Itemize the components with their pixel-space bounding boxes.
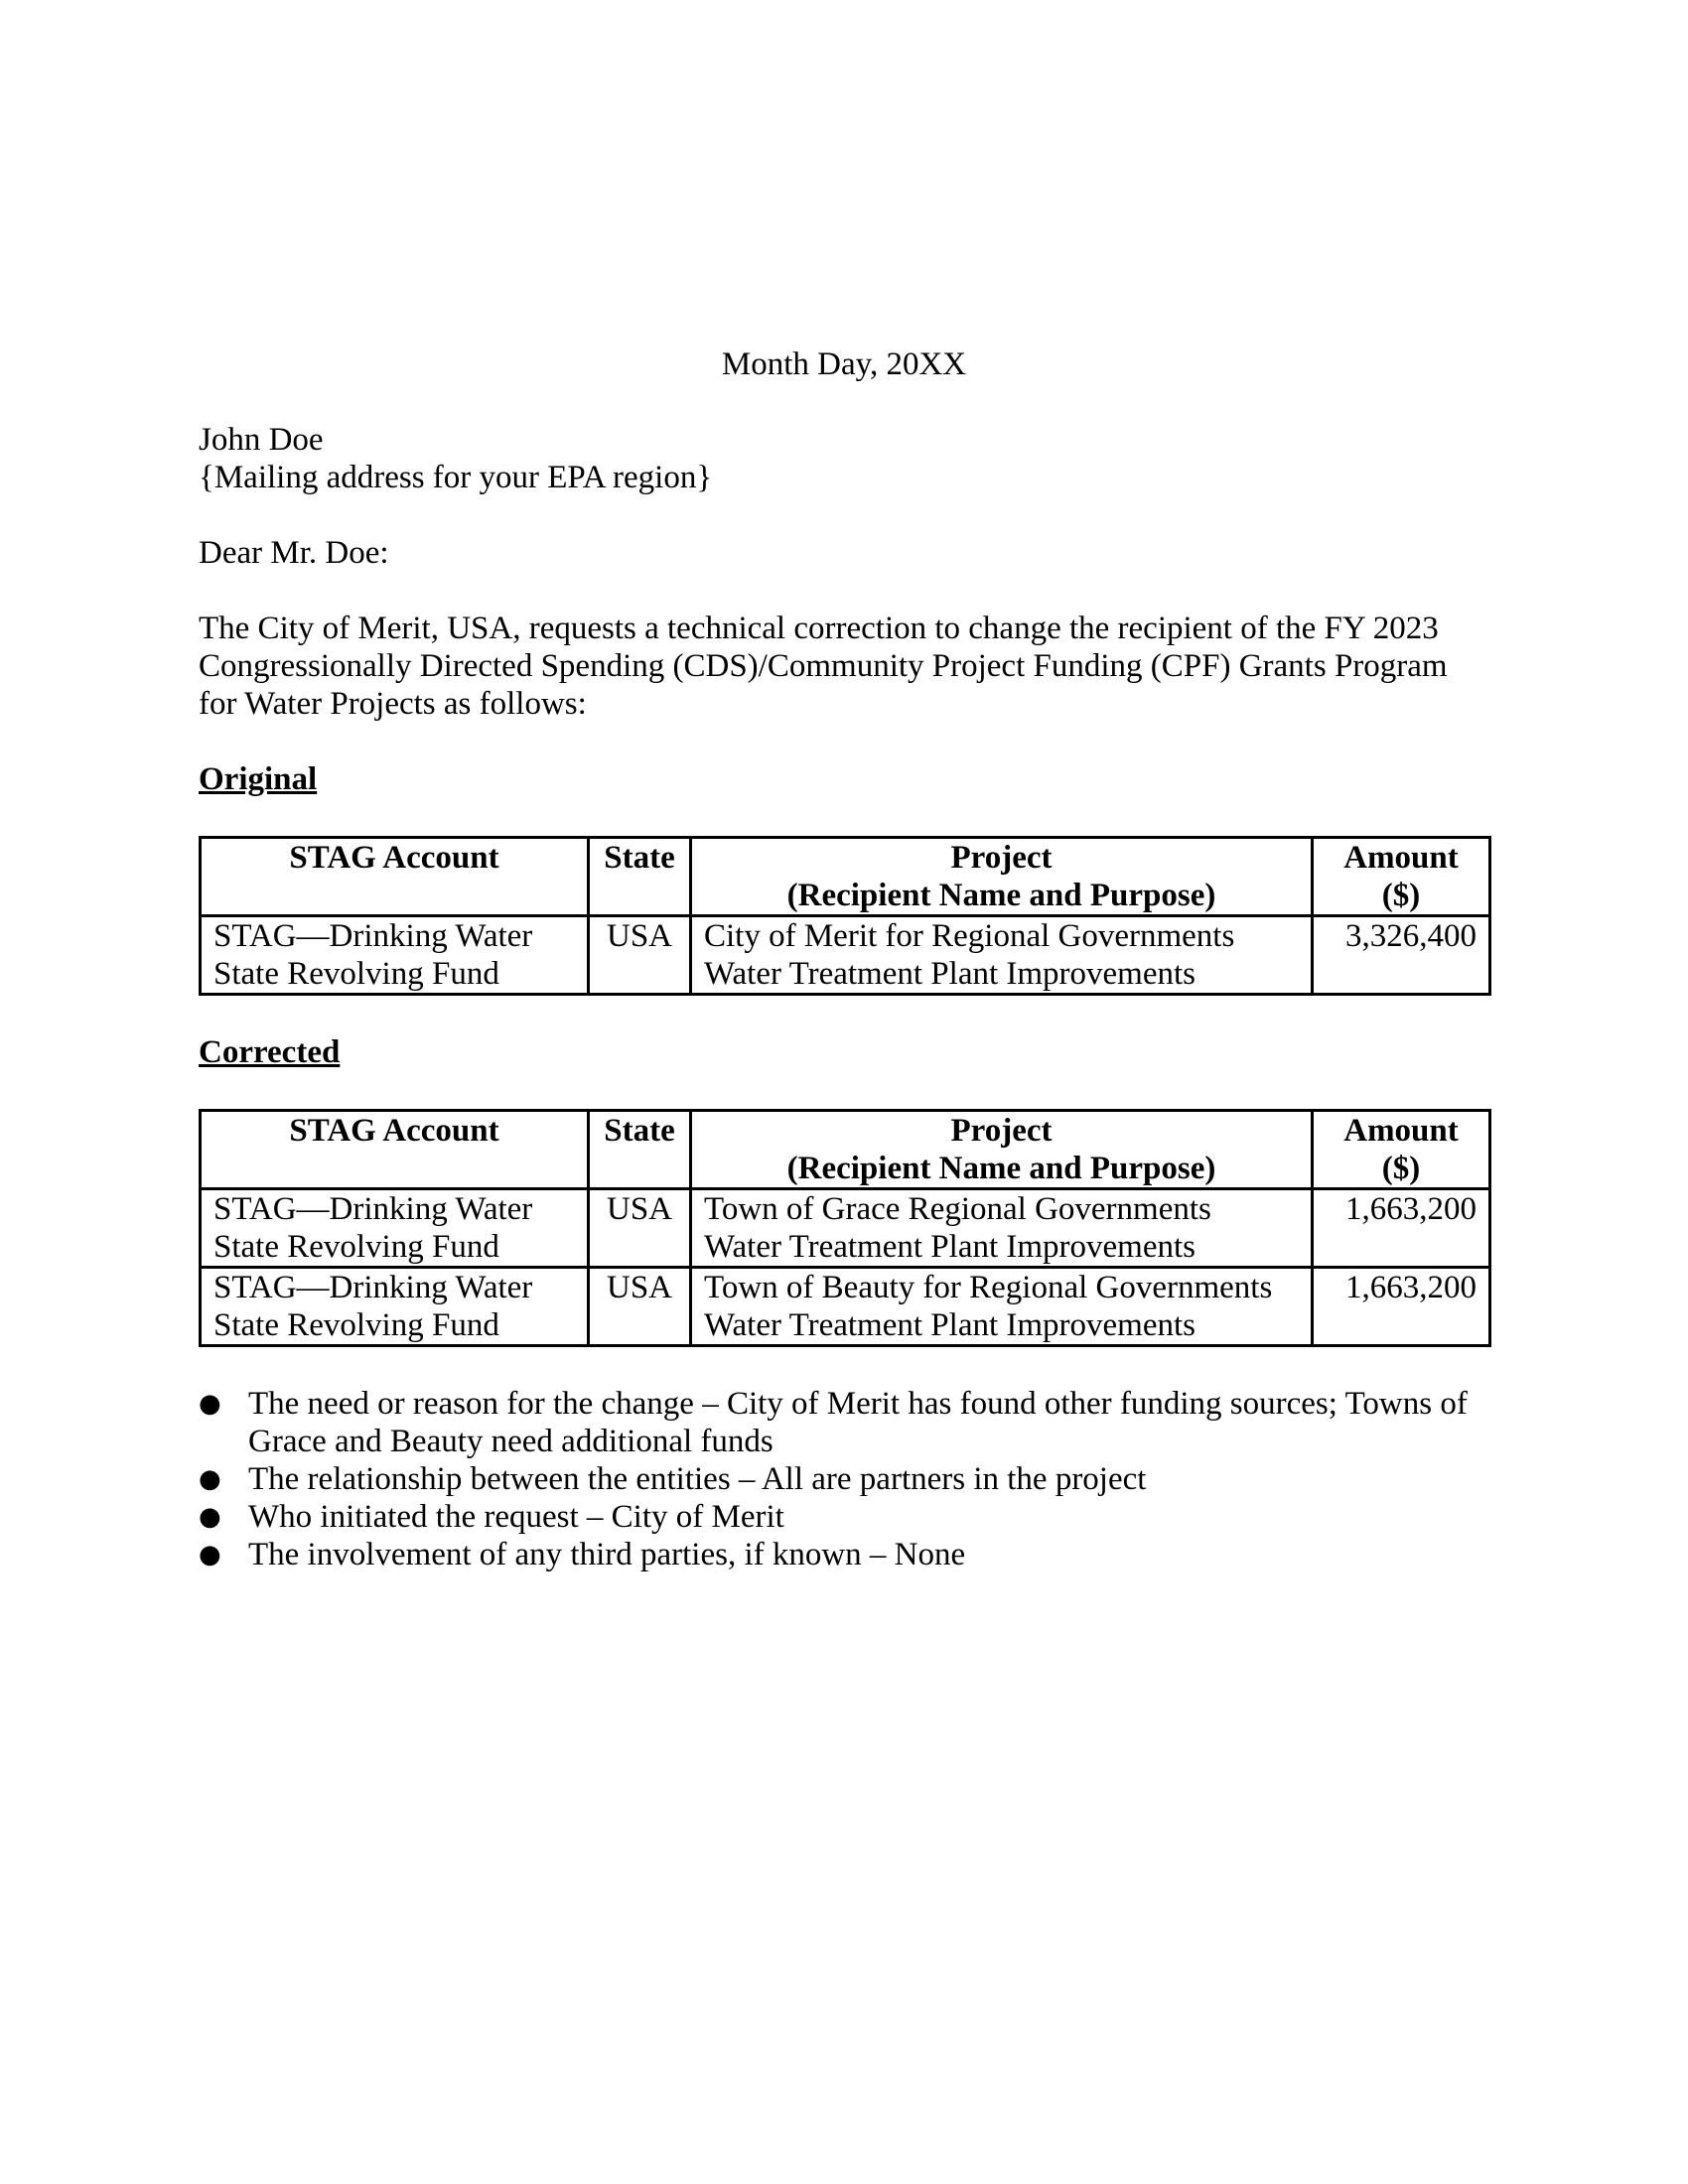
cell-amount: 1,663,200 — [1313, 1189, 1490, 1268]
header-amount-line: Amount — [1343, 840, 1459, 876]
header-stag-account: STAG Account — [201, 1111, 589, 1189]
header-project-line: Project — [950, 840, 1053, 876]
cell-amount: 3,326,400 — [1313, 916, 1490, 995]
table-header-row — [201, 838, 1490, 916]
cell-state: USA — [589, 916, 691, 995]
header-project-line: Project — [950, 1113, 1053, 1149]
list-item-text: The relationship between the entities – All are partners in the project — [248, 1461, 1147, 1497]
list-item-text: The need or reason for the change – City of Merit has found other funding sources; Towns of — [248, 1386, 1468, 1422]
table-row — [201, 916, 1490, 995]
list-item — [199, 1536, 1489, 1573]
cell-amount: 1,663,200 — [1313, 1268, 1490, 1346]
header-project — [691, 838, 1313, 916]
bullet-icon: ● — [199, 1540, 221, 1570]
cell-account-line: State Revolving Fund — [213, 956, 499, 992]
corrected-heading: Corrected — [199, 1034, 341, 1070]
body-paragraph-line: The City of Merit, USA, requests a technical correction to change the recipient of the FY 2023 — [199, 611, 1439, 646]
addressee-block — [199, 421, 1489, 496]
bullet-icon: ● — [199, 1389, 221, 1419]
cell-account-line: State Revolving Fund — [213, 1229, 499, 1265]
header-project-subline: (Recipient Name and Purpose) — [786, 1151, 1216, 1186]
list-item — [199, 1385, 1489, 1460]
letter-content — [199, 345, 1489, 1573]
cell-account-line: STAG—Drinking Water — [213, 1191, 533, 1227]
cell-state: USA — [589, 1189, 691, 1268]
addressee-name: John Doe — [199, 422, 324, 458]
cell-project-line: City of Merit for Regional Governments — [704, 918, 1235, 954]
bullet-icon: ● — [199, 1464, 221, 1494]
cell-project — [691, 1189, 1313, 1268]
header-state: State — [589, 1111, 691, 1189]
header-amount-line: Amount — [1343, 1113, 1459, 1149]
header-amount-unit: ($) — [1381, 878, 1421, 913]
header-amount — [1313, 1111, 1490, 1189]
original-heading: Original — [199, 761, 318, 797]
letter-date: Month Day, 20XX — [721, 346, 967, 382]
header-state: State — [589, 838, 691, 916]
table-row — [201, 1268, 1490, 1346]
bullet-icon: ● — [199, 1502, 221, 1532]
header-amount-unit: ($) — [1381, 1151, 1421, 1186]
original-table — [199, 836, 1491, 996]
list-item-text: Who initiated the request – City of Merit — [248, 1499, 784, 1535]
header-amount — [1313, 838, 1490, 916]
salutation: Dear Mr. Doe: — [199, 535, 389, 571]
cell-project — [691, 916, 1313, 995]
cell-project-line: Water Treatment Plant Improvements — [704, 956, 1196, 992]
body-paragraph-line: Congressionally Directed Spending (CDS)/Community Project Funding (CPF) Grants Program — [199, 648, 1448, 684]
header-stag-account: STAG Account — [201, 838, 589, 916]
cell-account-line: State Revolving Fund — [213, 1307, 499, 1343]
cell-project-line: Town of Grace Regional Governments — [704, 1191, 1211, 1227]
cell-stag-account — [201, 1189, 589, 1268]
table-header-row — [201, 1111, 1490, 1189]
cell-project-line: Water Treatment Plant Improvements — [704, 1229, 1196, 1265]
cell-project-line: Water Treatment Plant Improvements — [704, 1307, 1196, 1343]
cell-stag-account — [201, 916, 589, 995]
cell-project — [691, 1268, 1313, 1346]
addressee-address: {Mailing address for your EPA region} — [199, 460, 713, 495]
body-paragraph — [199, 610, 1489, 723]
list-item — [199, 1498, 1489, 1536]
header-project — [691, 1111, 1313, 1189]
list-item-text: The involvement of any third parties, if known – None — [248, 1537, 966, 1572]
corrected-table — [199, 1109, 1491, 1347]
change-details-list — [199, 1385, 1489, 1573]
cell-project-line: Town of Beauty for Regional Governments — [704, 1270, 1273, 1305]
list-item-text: Grace and Beauty need additional funds — [248, 1424, 774, 1459]
cell-stag-account — [201, 1268, 589, 1346]
body-paragraph-line: for Water Projects as follows: — [199, 686, 587, 722]
list-item — [199, 1460, 1489, 1498]
cell-account-line: STAG—Drinking Water — [213, 918, 533, 954]
table-row — [201, 1189, 1490, 1268]
header-project-subline: (Recipient Name and Purpose) — [786, 878, 1216, 913]
cell-state: USA — [589, 1268, 691, 1346]
cell-account-line: STAG—Drinking Water — [213, 1270, 533, 1305]
